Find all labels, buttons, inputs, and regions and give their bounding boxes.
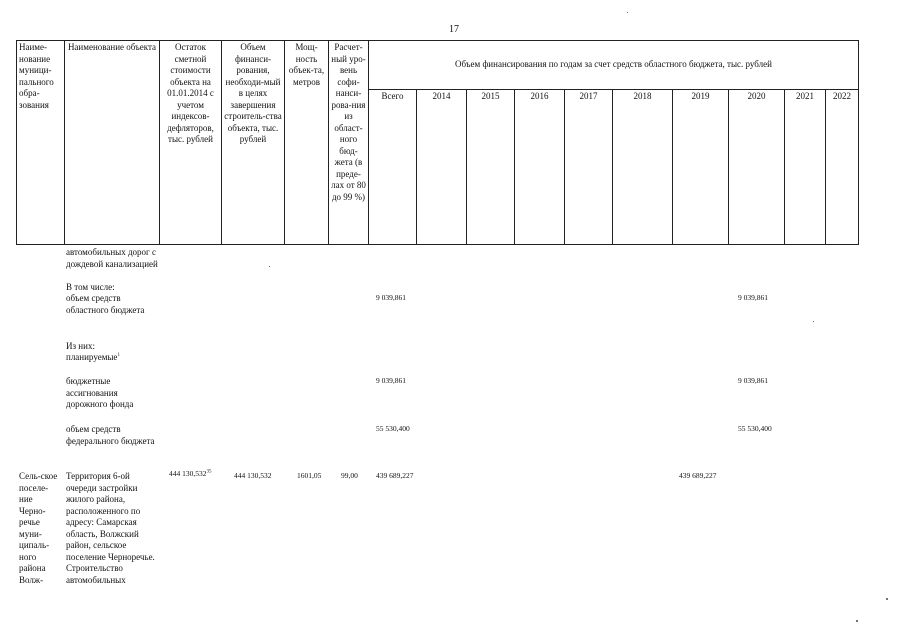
- header-funding-volume: Объем финанси-рования, необходи-мый в целях завершения строитель-ства объекта, тыс. рублей: [222, 41, 285, 245]
- text-planned-line: [66, 352, 158, 364]
- header-table: [16, 40, 859, 245]
- page-number: 17: [449, 24, 459, 35]
- header-remaining: Остаток сметной стоимости объекта на 01.01.2014 с учетом индексов-дефляторов, тыс. рублей: [160, 41, 222, 245]
- federal-total: 55 530,400: [376, 424, 410, 433]
- header-year-2016: 2016: [515, 90, 565, 245]
- section2-2019: 439 689,227: [679, 471, 717, 480]
- object-name: Территория 6-ой очереди застройки жилого района, расположенного по адресу: Самарская область, Волжский район, сельское поселение Черноречье. Строительство автомобильных: [66, 471, 155, 585]
- scan-speck: [813, 321, 814, 322]
- regional-2020: 9 039,861: [738, 293, 768, 302]
- header-year-2014: 2014: [417, 90, 467, 245]
- scan-speck: [886, 598, 888, 600]
- header-year-2022: 2022: [826, 90, 859, 245]
- header-municipality: Наиме-нование муници-пального обра-зования: [17, 41, 65, 245]
- regional-total: 9 039,861: [376, 293, 406, 302]
- header-year-2017: 2017: [565, 90, 613, 245]
- header-capacity: Мощ-ность объек-та, метров: [285, 41, 329, 245]
- text-federal: объем средств федерального бюджета: [66, 424, 155, 446]
- text-of-them: Из них:: [66, 341, 95, 351]
- section2-total: 439 689,227: [376, 471, 414, 480]
- road-total: 9 039,861: [376, 376, 406, 385]
- road-2020: 9 039,861: [738, 376, 768, 385]
- text-planned: планируемые: [66, 352, 118, 362]
- municipality-name: Сель-ское поселе-ние Черно-речье муни-ципаль-ного района Волж-: [19, 471, 58, 585]
- header-year-2021: 2021: [785, 90, 826, 245]
- header-year-total: Всего: [369, 90, 417, 245]
- cofinancing: 99,00: [341, 471, 358, 480]
- header-year-2018: 2018: [613, 90, 673, 245]
- header-year-2015: 2015: [467, 90, 515, 245]
- header-year-2020: 2020: [729, 90, 785, 245]
- header-cofinancing: Расчет-ный уро-вень софи-нанси-рова-ния из област-ного бюд-жета (в преде-лах от 80 до 99 %): [329, 41, 369, 245]
- scan-speck: [627, 12, 628, 13]
- capacity: 1601,05: [297, 471, 322, 480]
- footnote-1: 1: [117, 353, 120, 358]
- federal-2020: 55 530,400: [738, 424, 772, 433]
- header-financing-group: Объем финансирования по годам за счет средств областного бюджета, тыс. рублей: [369, 41, 859, 90]
- text-roads: автомобильных дорог с дождевой канализацией: [66, 247, 158, 269]
- text-incl: В том числе:: [66, 282, 115, 292]
- funding-volume: 444 130,532: [234, 471, 272, 480]
- scan-speck: [269, 266, 270, 267]
- remaining-value: 444 130,532: [169, 469, 207, 478]
- text-regional-funds: объем средств областного бюджета: [66, 293, 145, 315]
- scan-speck: [856, 620, 858, 622]
- text-road-fund: бюджетные ассигнования дорожного фонда: [66, 376, 134, 409]
- remaining-cost: [169, 469, 212, 479]
- header-object: Наименование объекта: [65, 41, 160, 245]
- header-year-2019: 2019: [673, 90, 729, 245]
- footnote-35: 35: [206, 469, 212, 475]
